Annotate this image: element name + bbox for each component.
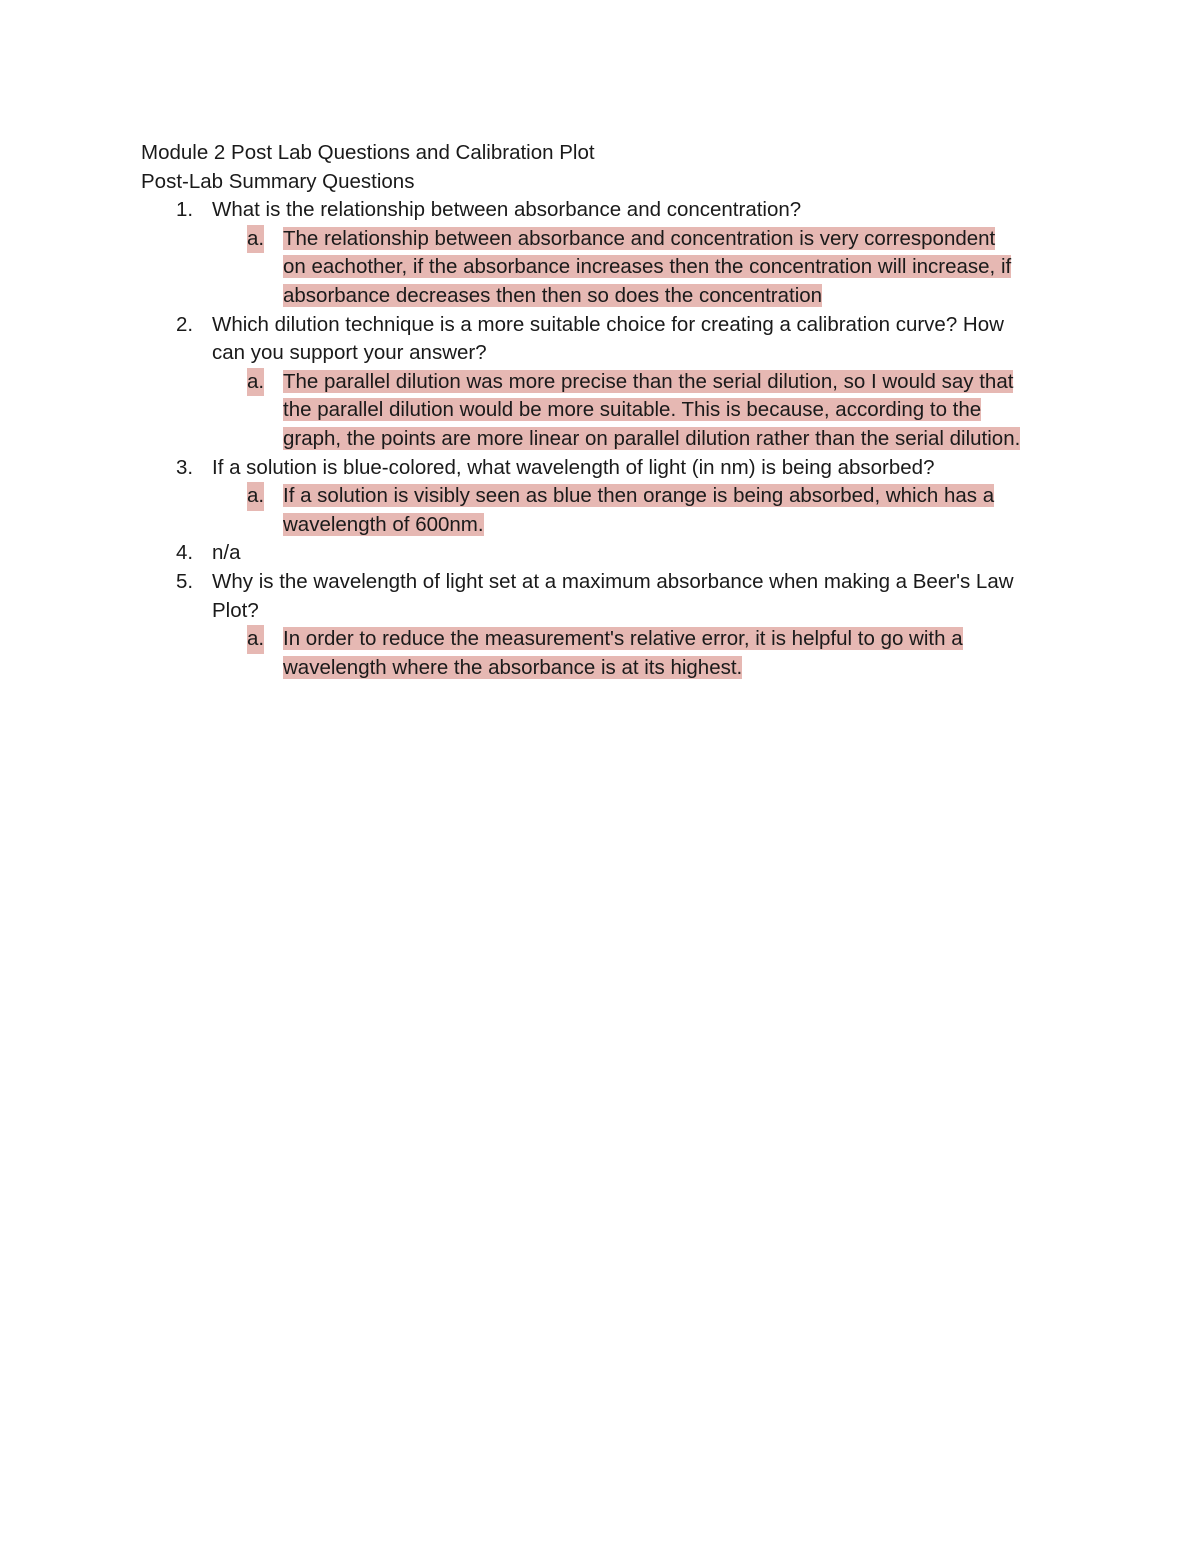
- question-number: 1.: [176, 198, 194, 222]
- answer-2: [141, 368, 1081, 454]
- question-2: [141, 311, 1081, 368]
- answer-text: [283, 482, 1073, 539]
- answer-line: If a solution is visibly seen as blue then orange is being absorbed, which has a: [283, 484, 995, 508]
- question-number: 2.: [176, 312, 194, 336]
- question-line: Which dilution technique is a more suitable choice for creating a calibration curve? How: [212, 312, 1004, 336]
- answer-line: graph, the points are more linear on parallel dilution rather than the serial dilution.: [283, 426, 1021, 450]
- answer-text: [283, 368, 1073, 454]
- answer-letter: a.: [247, 625, 264, 654]
- answer-line: the parallel dilution would be more suitable. This is because, according to the: [283, 398, 982, 422]
- answer-text: [283, 225, 1073, 311]
- answer-line: wavelength of 600nm.: [283, 512, 484, 536]
- answer-letter: a.: [247, 482, 264, 511]
- question-text: n/a: [212, 541, 241, 565]
- question-5: [141, 568, 1081, 625]
- answer-line: In order to reduce the measurement's relative error, it is helpful to go with a: [283, 627, 963, 651]
- question-line: Why is the wavelength of light set at a maximum absorbance when making a Beer's Law: [212, 569, 1014, 593]
- answer-line: The relationship between absorbance and concentration is very correspondent: [283, 226, 996, 250]
- answer-line: The parallel dilution was more precise than the serial dilution, so I would say that: [283, 369, 1014, 393]
- question-text: [212, 311, 1072, 368]
- question-line: can you support your answer?: [212, 341, 487, 365]
- question-text: [212, 568, 1072, 625]
- document-body: [141, 139, 1081, 682]
- answer-1: [141, 225, 1081, 311]
- question-4: [141, 539, 1081, 568]
- answer-letter: a.: [247, 225, 264, 254]
- answer-5: [141, 625, 1081, 682]
- document-title: Module 2 Post Lab Questions and Calibration Plot: [141, 141, 595, 164]
- answer-line: absorbance decreases then then so does the concentration: [283, 283, 823, 307]
- answer-3: [141, 482, 1081, 539]
- question-number: 5.: [176, 569, 194, 593]
- answer-line: wavelength where the absorbance is at its highest.: [283, 655, 743, 679]
- question-number: 4.: [176, 541, 194, 565]
- answer-letter: a.: [247, 368, 264, 397]
- question-text: What is the relationship between absorbance and concentration?: [212, 198, 802, 222]
- section-heading: Post-Lab Summary Questions: [141, 169, 415, 193]
- answer-line: on eachother, if the absorbance increases then the concentration will increase, if: [283, 255, 1012, 279]
- question-3: [141, 454, 1081, 483]
- question-line: Plot?: [212, 598, 259, 622]
- question-number: 3.: [176, 455, 194, 479]
- question-1: [141, 196, 1081, 225]
- answer-text: [283, 625, 1073, 682]
- question-text: If a solution is blue-colored, what wavelength of light (in nm) is being absorbed?: [212, 455, 935, 479]
